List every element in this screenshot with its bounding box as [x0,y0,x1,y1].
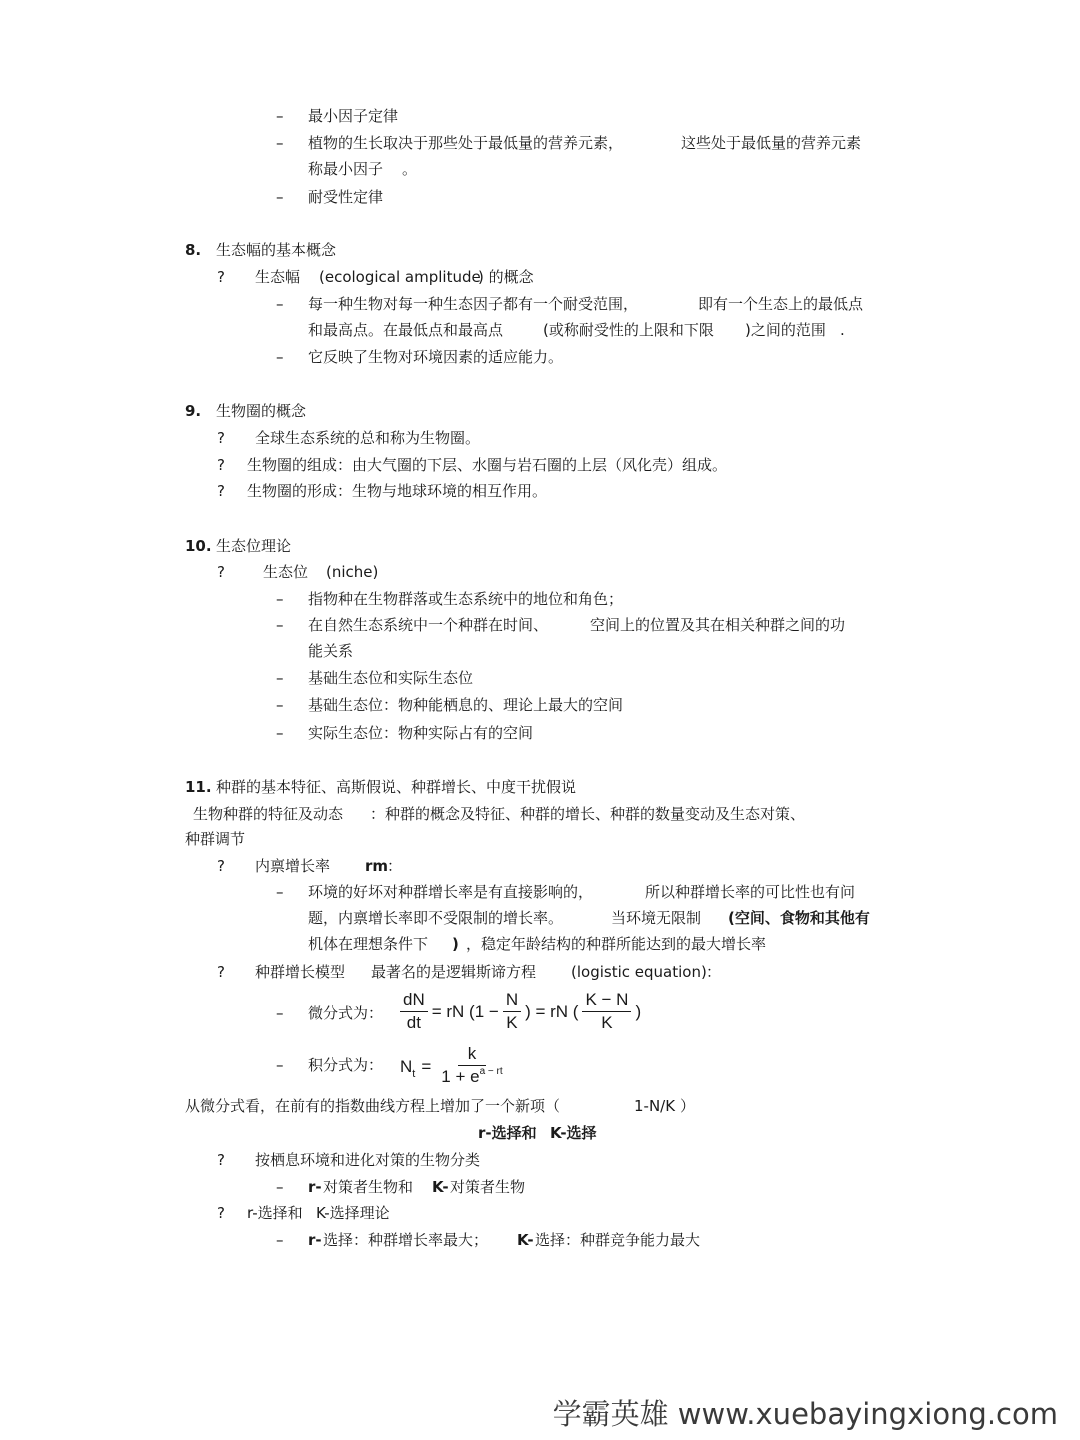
section-heading: 种群的基本特征、高斯假说、种群增长、中度干扰假说 [216,778,577,796]
dash-bullet: – [276,295,284,313]
text-line: 植物的生长取决于那些处于最低量的营养元素， [308,134,624,152]
text-line: 选择：种群增长率最大； [323,1231,489,1249]
text-line: r- [308,1231,322,1249]
text-line: 题，内禀增长率即不受限制的增长率。 [308,909,564,927]
section-number: 9. [185,402,202,420]
dash-bullet: – [276,188,284,206]
text-line: (niche) [326,563,379,581]
text-line: ) 的概念 [478,268,534,286]
subheading: r-选择和 [478,1124,537,1142]
text-line: K- [517,1231,534,1249]
dash-bullet: – [276,1178,284,1196]
question-bullet: ? [217,563,225,581]
denominator: K [601,1013,613,1032]
text-line: 生物圈的形成：生物与地球环境的相互作用。 [247,482,548,500]
formula-text: ) [635,1001,642,1021]
text-line: 基础生态位和实际生态位 [308,669,474,687]
text-line: (logistic equation) [571,963,707,981]
dash-bullet: – [276,616,284,634]
text-line: 即有一个生态上的最低点 [698,295,864,313]
text-line: ：种群的概念及特征、种群的增长、种群的数量变动及生态对策、 [370,805,806,823]
section-heading: 生态位理论 [216,537,292,555]
dash-bullet: – [276,883,284,901]
text-line: 积分式为： [308,1056,384,1074]
text-line: 最著名的是逻辑斯谛方程 [371,963,537,981]
denominator: K [506,1013,518,1032]
text-line: 基础生态位：物种能栖息的、理论上最大的空间 [308,696,624,714]
text-line: 内禀增长率 [255,857,331,875]
text-line: 生态幅 [255,268,301,286]
text-line: ） [680,1097,696,1115]
denominator: $1 + e^{a - rt}$ [441,1066,503,1086]
text-line: (ecological amplitude [319,268,481,286]
text-line: ，稳定年龄结构的种群所能达到的最大增长率 [466,935,767,953]
text-line: 生态位 [263,563,309,581]
section-number: 10. [185,537,212,555]
text-line: K-选择理论 [316,1204,390,1222]
dash-bullet: – [276,669,284,687]
dash-bullet: – [276,1056,284,1074]
dash-bullet: – [276,590,284,608]
question-bullet: ? [217,1151,225,1169]
fraction [503,990,521,1033]
question-bullet: ? [217,857,225,875]
subheading: K-选择 [550,1124,597,1142]
text-line: 称最小因子 [308,160,384,178]
numerator: N [503,990,521,1012]
text-line: 机体在理想条件下 [308,935,429,953]
text-line: 按栖息环境和进化对策的生物分类 [255,1151,481,1169]
text-line: 实际生态位：物种实际占有的空间 [308,724,534,742]
dash-bullet: – [276,696,284,714]
fraction [400,990,428,1033]
text-line: 这些处于最低量的营养元素 [681,134,862,152]
formula-text: ) = rN ( [525,1001,579,1021]
text-line: 全球生态系统的总和称为生物圈。 [255,429,481,447]
dash-bullet: – [276,134,284,152]
text-line: 对策者生物 [450,1178,526,1196]
section-number: 8. [185,241,202,259]
formula-text: $N_t$ [400,1057,416,1080]
text-line: 。 [402,160,418,178]
text-line: ： [706,963,722,981]
text-line: 从微分式看，在前有的指数曲线方程上增加了一个新项（ [185,1097,561,1115]
text-line: 微分式为： [308,1004,384,1022]
text-line: 1-N/K [634,1097,676,1115]
text-line: rm [365,857,389,875]
text-line: 环境的好坏对种群增长率是有直接影响的， [308,883,594,901]
denominator: dt [406,1013,421,1032]
text-line: 能关系 [308,642,354,660]
section-number: 11. [185,778,212,796]
question-bullet: ? [217,963,225,981]
dash-bullet: – [276,724,284,742]
dash-bullet: – [276,107,284,125]
dash-bullet: – [276,1004,284,1022]
text-line: . [840,321,845,339]
text-line: 在自然生态系统中一个种群在时间、 [308,616,549,634]
numerator: K − N [582,990,631,1012]
numerator: k [458,1044,487,1066]
dash-bullet: – [276,348,284,366]
question-bullet: ? [217,456,225,474]
watermark: 学霸英雄 www.xuebayingxiong.com [552,1397,1058,1431]
text-line: 空间上的位置及其在相关种群之间的功 [590,616,846,634]
text-line: 生物种群的特征及动态 [193,805,344,823]
formula-text: = rN (1 − [431,1001,499,1021]
text-line: ) [452,935,459,953]
text-line: r-选择和 [247,1204,303,1222]
question-bullet: ? [217,268,225,286]
section-heading: 生态幅的基本概念 [216,241,337,259]
differential-formula [396,990,641,1033]
text-line: 耐受性定律 [308,188,384,206]
dash-bullet: – [276,1231,284,1249]
section-heading: 生物圈的概念 [216,402,307,420]
text-line: 对策者生物和 [323,1178,414,1196]
text-line: 所以种群增长率的可比性也有问 [645,883,856,901]
integral-formula [400,1044,507,1090]
question-bullet: ? [217,429,225,447]
text-line: 种群增长模型 [255,963,346,981]
fraction [441,1044,502,1090]
text-line: 它反映了生物对环境因素的适应能力。 [308,348,564,366]
text-line: 生物圈的组成：由大气圈的下层、水圈与岩石圈的上层（风化壳）组成。 [247,456,728,474]
text-line: K- [432,1178,449,1196]
text-line: 最小因子定律 [308,107,399,125]
question-bullet: ? [217,1204,225,1222]
formula-text: = [421,1057,432,1076]
text-line: 指物种在生物群落或生态系统中的地位和角色； [308,590,624,608]
question-bullet: ? [217,482,225,500]
fraction [582,990,631,1033]
text-line: r- [308,1178,322,1196]
text-line: )之间的范围 [745,321,826,339]
text-line: 种群调节 [185,830,246,848]
text-line: 选择：种群竞争能力最大 [535,1231,701,1249]
text-line: 和最高点。在最低点和最高点 [308,321,504,339]
text-line: (空间、食物和其他有 [728,909,870,927]
text-line: 每一种生物对每一种生态因子都有一个耐受范围， [308,295,639,313]
text-line: 当环境无限制 [611,909,702,927]
text-line: ： [387,857,403,875]
text-line: (或称耐受性的上限和下限 [543,321,714,339]
numerator: dN [400,990,428,1012]
